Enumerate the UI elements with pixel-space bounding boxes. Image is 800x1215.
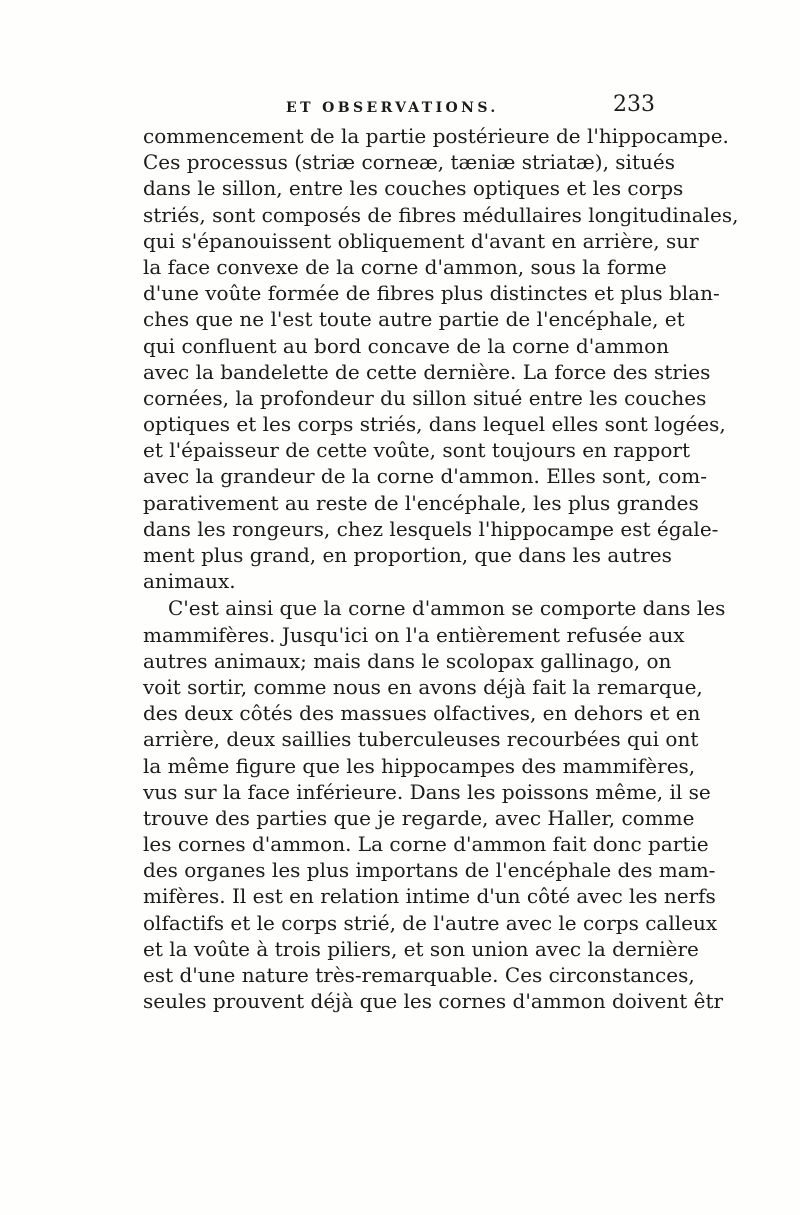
text-line: ches que ne l'est toute autre partie de l'encéphale, et <box>143 307 685 332</box>
running-title: ET OBSERVATIONS. <box>286 100 499 116</box>
text-line: dans les rongeurs, chez lesquels l'hippocampe est égale- <box>143 516 719 541</box>
text-line: striés, sont composés de fibres médullaires longitudinales, <box>143 202 739 227</box>
text-line: et l'épaisseur de cette voûte, sont toujours en rapport <box>143 438 691 463</box>
text-line: la face convexe de la corne d'ammon, sous la forme <box>143 254 667 279</box>
text-line: qui s'épanouissent obliquement d'avant en arrière, sur <box>143 228 699 253</box>
text-line: autres animaux; mais dans le scolopax gallinago, on <box>143 648 672 673</box>
body-text <box>143 123 739 1014</box>
text-line: commencement de la partie postérieure de l'hippocampe. <box>143 124 729 148</box>
text-line: des deux côtés des massues olfactives, en dehors et en <box>143 701 701 726</box>
text-line: trouve des parties que je regarde, avec Haller, comme <box>143 805 695 830</box>
text-line: les cornes d'ammon. La corne d'ammon fait donc partie <box>143 832 709 857</box>
text-line: qui confluent au bord concave de la corne d'ammon <box>143 333 669 358</box>
text-line: est d'une nature très-remarquable. Ces circonstances, <box>143 963 695 987</box>
text-line: vus sur la face inférieure. Dans les poissons même, il se <box>143 779 711 804</box>
text-line: arrière, deux saillies tuberculeuses recourbées qui ont <box>143 727 699 752</box>
text-line: et la voûte à trois piliers, et son union avec la dernière <box>143 936 699 961</box>
text-line: des organes les plus importans de l'encéphale des mam- <box>143 858 716 883</box>
text-line: mifères. Il est en relation intime d'un côté avec les nerfs <box>143 884 716 909</box>
text-line: avec la bandelette de cette dernière. La force des stries <box>143 359 711 384</box>
running-head <box>143 92 655 122</box>
page-number: 233 <box>613 92 655 117</box>
text-line: ment plus grand, en proportion, que dans les autres <box>143 543 672 567</box>
text-line: mammifères. Jusqu'ici on l'a entièrement refusée aux <box>143 622 685 647</box>
text-line: C'est ainsi que la corne d'ammon se comporte dans les <box>168 596 726 621</box>
text-line: voit sortir, comme nous en avons déjà fait la remarque, <box>143 674 703 699</box>
text-line: avec la grandeur de la corne d'ammon. Elles sont, com- <box>143 464 707 489</box>
text-line: animaux. <box>143 569 236 594</box>
text-line: Ces processus (striæ corneæ, tæniæ striatæ), situés <box>143 150 675 175</box>
text-line: optiques et les corps striés, dans lequel elles sont logées, <box>143 412 726 437</box>
text-line: seules prouvent déjà que les cornes d'ammon doivent êtr <box>143 989 724 1014</box>
text-line: olfactifs et le corps strié, de l'autre avec le corps calleux <box>143 910 718 935</box>
text-line: parativement au reste de l'encéphale, les plus grandes <box>143 490 699 515</box>
text-line: d'une voûte formée de fibres plus distinctes et plus blan- <box>143 281 720 306</box>
text-line: dans le sillon, entre les couches optiques et les corps <box>143 176 684 201</box>
text-line: cornées, la profondeur du sillon situé entre les couches <box>143 385 707 410</box>
text-line: la même figure que les hippocampes des mammifères, <box>143 753 696 778</box>
